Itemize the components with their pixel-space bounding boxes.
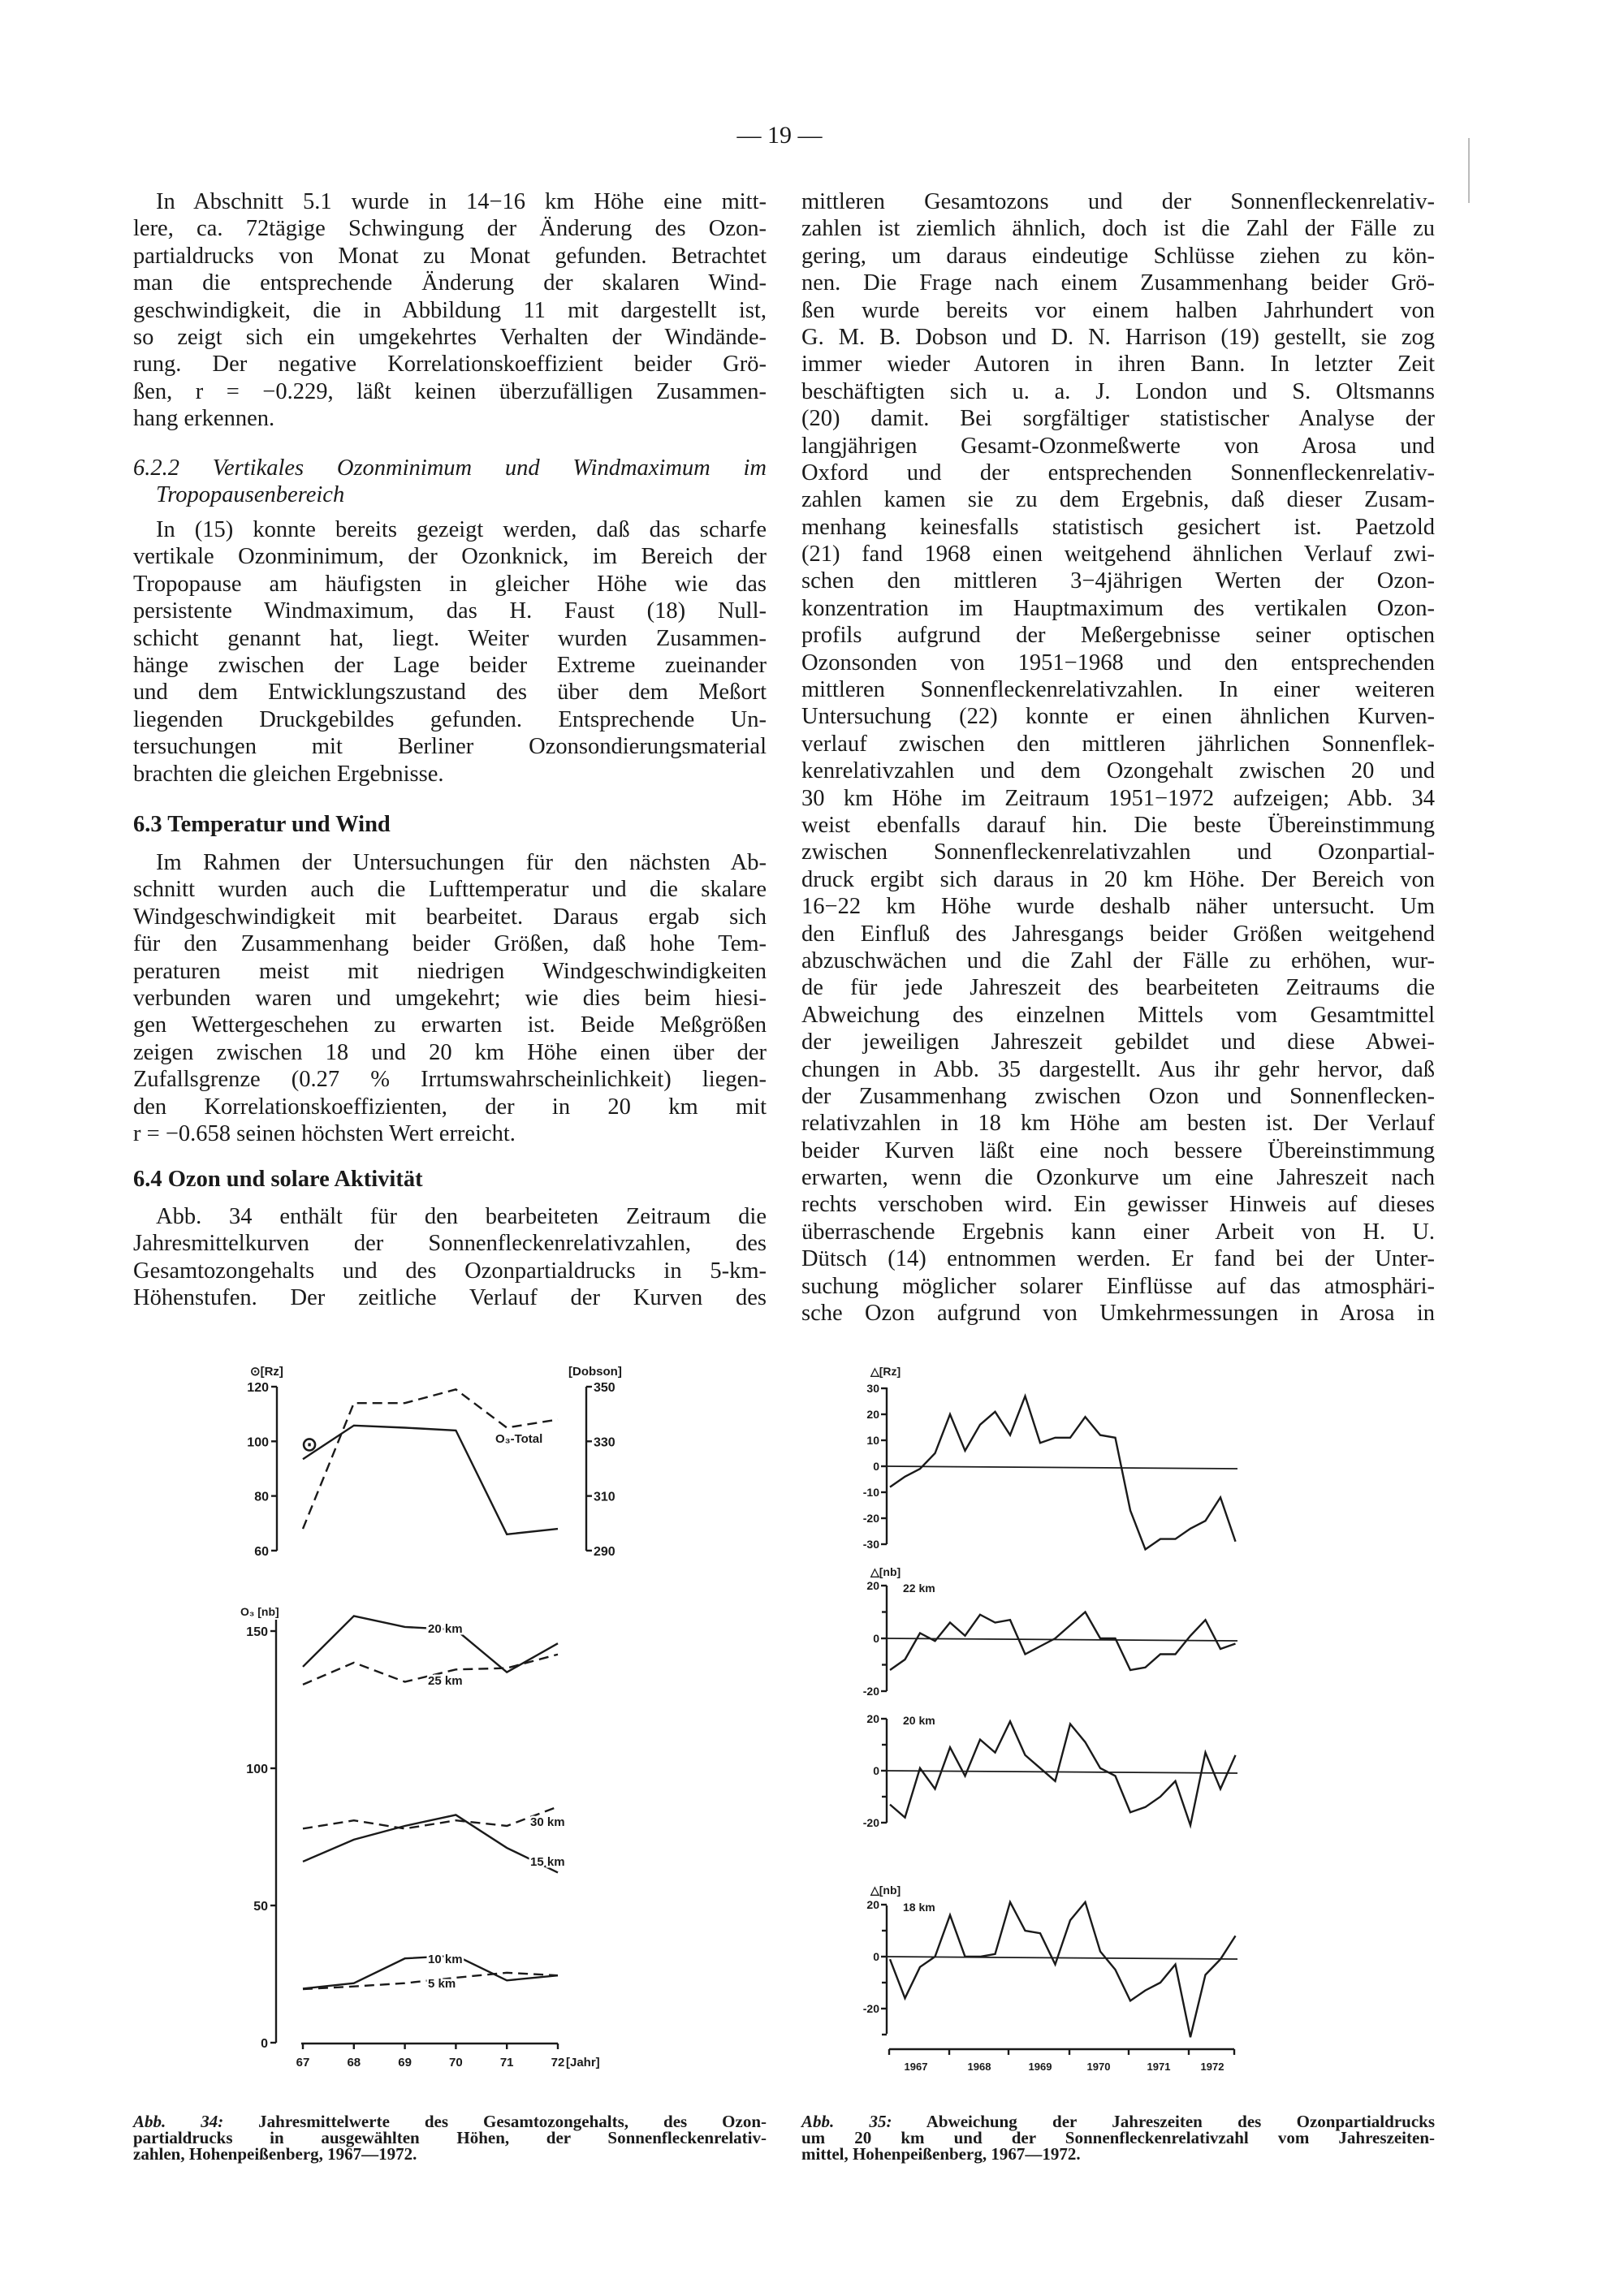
series-label: 15 km <box>530 1855 565 1869</box>
axis-label-dobson: [Dobson] <box>568 1365 622 1379</box>
text-line: weist ebenfalls darauf hin. Die beste Übereinstimmung <box>801 812 1435 838</box>
zero-line <box>887 1771 1237 1773</box>
text-line: (20) damit. Bei sorgfältiger statistischer Analyse der <box>801 406 1435 432</box>
caption-label: Abb. 35: <box>801 2112 892 2131</box>
text-line: schen den mittleren 3−4jährigen Werten der Ozon- <box>801 568 1435 594</box>
caption-line: Jahresmittelwerte des Gesamtozongehalts, des Ozon- <box>223 2112 767 2131</box>
caption-line: um 20 km und der Sonnenfleckenrelativzahl vom Jahreszeiten- <box>801 2128 1435 2147</box>
text-line: und dem Entwicklungszustand des über dem Meßort <box>133 680 767 706</box>
heading-line: Tropopausenbereich <box>156 482 345 508</box>
series-label: 30 km <box>530 1815 565 1829</box>
text-line: den Einfluß des Jahresgangs beider Größen weitgehend <box>801 921 1435 947</box>
text-line: der jeweiligen Jahreszeit gebildet und diese Abwei- <box>801 1029 1435 1055</box>
series-label: 5 km <box>428 1977 456 1991</box>
text-line: rechts verschoben wird. Ein gewisser Hinweis auf dieses <box>801 1192 1435 1218</box>
text-line: nen. Die Frage nach einem Zusammenhang beider Grö- <box>801 270 1435 296</box>
y-tick-label: 30 <box>866 1382 879 1395</box>
series-label: 20 km <box>428 1622 463 1636</box>
axis-label-rz: ⊙[Rz] <box>250 1365 283 1379</box>
text-line: gering, um daraus eindeutige Schlüsse ziehen zu kön- <box>801 243 1435 269</box>
text-line: brachten die gleichen Ergebnisse. <box>133 761 444 787</box>
text-line: r = −0.658 seinen höchsten Wert erreicht. <box>133 1120 516 1146</box>
x-tick-label: 72 <box>551 2056 565 2069</box>
y-tick-label: 150 <box>246 1625 268 1639</box>
y-tick-label: 10 <box>866 1434 879 1447</box>
text-line: partialdrucks von Monat zu Monat gefunden. Betrachtet <box>133 243 767 269</box>
text-line: druck ergibt sich daraus in 20 km Höhe. Der Bereich von <box>801 866 1435 892</box>
y-tick-label: 20 <box>866 1408 879 1421</box>
text-line: schicht genannt hat, liegt. Weiter wurden Zusammen- <box>133 625 767 651</box>
text-line: hänge zwischen der Lage beider Extreme zueinander <box>133 652 767 678</box>
text-line: den Korrelationskoeffizienten, der in 20 km mit <box>133 1094 767 1120</box>
y-tick-label: 100 <box>246 1763 268 1776</box>
caption-line: Abweichung der Jahreszeiten des Ozonpartialdrucks <box>892 2112 1435 2131</box>
text-line: Ozonsonden von 1951−1968 und den entsprechenden <box>801 650 1435 675</box>
text-line: Oxford und der entsprechenden Sonnenfleckenrelativ- <box>801 460 1435 486</box>
series-label: 10 km <box>428 1953 463 1966</box>
text-line: mittleren Sonnenfleckenrelativzahlen. In einer weiteren <box>801 677 1435 703</box>
caption-line: mittel, Hohenpeißenberg, 1967—1972. <box>801 2144 1081 2164</box>
text-line: 30 km Höhe im Zeitraum 1951−1972 aufzeigen; Abb. 34 <box>801 785 1435 811</box>
text-line: Zufallsgrenze (0.27 % Irrtumswahrscheinlichkeit) liegen- <box>133 1067 767 1093</box>
text-line: G. M. B. Dobson und D. N. Harrison (19) gestellt, sie zog <box>801 324 1435 350</box>
y-tick-label: 0 <box>873 1460 879 1473</box>
text-line: immer wieder Autoren in ihren Bann. In letzter Zeit <box>801 352 1435 378</box>
text-line: Jahresmittelkurven der Sonnenfleckenrelativzahlen, des <box>133 1231 767 1257</box>
text-line: de für jede Jahreszeit des bearbeiteten Zeitraums die <box>801 975 1435 1001</box>
y-tick-label: 20 <box>866 1579 879 1592</box>
page-number: — 19 — <box>736 122 823 149</box>
text-line: chungen in Abb. 35 dargestellt. Aus ihr gehr hervor, daß <box>801 1056 1435 1082</box>
heading-line: 6.4 Ozon und solare Aktivität <box>133 1167 423 1192</box>
text-line: liegenden Druckgebildes gefunden. Entsprechende Un- <box>133 706 767 732</box>
x-tick-label: 68 <box>347 2056 361 2069</box>
y-tick-label: -20 <box>862 1512 879 1525</box>
y-tick-label: 100 <box>247 1435 269 1450</box>
text-line: ßen, r = −0.229, läßt keinen überzufälligen Zusammen- <box>133 378 767 404</box>
text-line: schnitt wurden auch die Lufttemperatur und die skalare <box>133 877 767 903</box>
text-line: lere, ca. 72tägige Schwingung der Änderung des Ozon- <box>133 216 767 242</box>
text-line: man die entsprechende Änderung der skalaren Wind- <box>133 270 767 296</box>
y-tick-label: 50 <box>253 1900 268 1914</box>
text-line: vertikale Ozonminimum, der Ozonknick, im Bereich der <box>133 544 767 570</box>
caption-label: Abb. 34: <box>133 2112 224 2131</box>
y-tick-label: 60 <box>254 1544 269 1559</box>
axis-label: △[nb] <box>870 1565 901 1578</box>
text-line: ßen wurde bereits vor einem halben Jahrhundert von <box>801 297 1435 323</box>
y-tick-label: 120 <box>247 1381 269 1395</box>
text-line: zahlen kamen sie zu dem Ergebnis, daß dieser Zusam- <box>801 487 1435 513</box>
axis-label: △[Rz] <box>870 1365 901 1378</box>
text-line: In (15) konnte bereits gezeigt werden, daß das scharfe <box>156 517 767 542</box>
text-line: Tropopause am häufigsten in gleicher Höhe wie das <box>133 571 767 597</box>
y-tick-label: -20 <box>862 2002 879 2015</box>
zero-line <box>887 1466 1237 1469</box>
heading-line: 6.3 Temperatur und Wind <box>133 812 391 837</box>
x-axis-label: [Jahr] <box>566 2056 600 2069</box>
panel-label-altitude: 18 km <box>903 1901 935 1914</box>
y-tick-label: -30 <box>862 1538 879 1551</box>
series-label: 25 km <box>428 1674 463 1688</box>
text-line: zeigen zwischen 18 und 20 km Höhe einen über der <box>133 1039 767 1065</box>
x-tick-label: 67 <box>296 2056 310 2069</box>
axis-label: △[nb] <box>870 1884 901 1897</box>
text-line: Gesamtozongehalts und des Ozonpartialdrucks in 5-km- <box>133 1258 767 1284</box>
y-tick-label: -10 <box>862 1486 879 1499</box>
y-tick-label: 0 <box>261 2037 268 2051</box>
y-tick-label: -20 <box>862 1685 879 1698</box>
axis-label-o3-nb: O₃ [nb] <box>240 1605 279 1618</box>
text-line: 16−22 km Höhe wurde deshalb näher untersucht. Um <box>801 894 1435 920</box>
caption-line: zahlen, Hohenpeißenberg, 1967—1972. <box>133 2144 417 2164</box>
text-line: Abb. 34 enthält für den bearbeiteten Zeitraum die <box>156 1204 767 1229</box>
text-line: kenrelativzahlen und dem Ozongehalt zwischen 20 und <box>801 758 1435 784</box>
text-line: geschwindigkeit, die in Abbildung 11 mit dargestellt ist, <box>133 297 767 323</box>
x-tick-label: 1970 <box>1086 2061 1111 2073</box>
zero-line <box>887 1957 1237 1959</box>
y-tick-label: 310 <box>594 1490 615 1504</box>
y-tick-label: 330 <box>594 1435 615 1450</box>
text-line: erwarten, wenn die Ozonkurve um eine Jahreszeit nach <box>801 1165 1435 1191</box>
x-tick-label: 1971 <box>1147 2061 1171 2073</box>
text-line: rung. Der negative Korrelationskoeffizient beider Grö- <box>133 352 767 378</box>
caption-line: partialdrucks in ausgewählten Höhen, der Sonnenfleckenrelativ- <box>133 2128 767 2147</box>
y-tick-label: 20 <box>866 1898 879 1911</box>
text-line: der Zusammenhang zwischen Ozon und Sonnenflecken- <box>801 1083 1435 1109</box>
y-tick-label: 290 <box>594 1544 615 1559</box>
y-tick-label: 350 <box>594 1381 615 1395</box>
text-line: beschäftigten sich u. a. J. London und S. Oltsmanns <box>801 378 1435 404</box>
y-tick-label: 0 <box>873 1950 879 1963</box>
x-tick-label: 1968 <box>967 2061 991 2073</box>
text-line: peraturen meist mit niedrigen Windgeschwindigkeiten <box>133 958 767 984</box>
text-line: Untersuchung (22) konnte er einen ähnlichen Kurven- <box>801 704 1435 730</box>
text-line: so zeigt sich ein umgekehrtes Verhalten der Windände- <box>133 324 767 350</box>
text-line: konzentration im Hauptmaximum des vertikalen Ozon- <box>801 595 1435 621</box>
text-line: relativzahlen in 18 km Höhe am besten ist. Der Verlauf <box>801 1111 1435 1137</box>
text-line: zahlen ist ziemlich ähnlich, doch ist die Zahl der Fälle zu <box>801 216 1435 242</box>
zero-line <box>887 1638 1237 1641</box>
panel-label-altitude: 22 km <box>903 1582 935 1595</box>
y-tick-label: 0 <box>873 1632 879 1645</box>
x-tick-label: 1969 <box>1028 2061 1052 2073</box>
text-line: persistente Windmaximum, das H. Faust (18) Null- <box>133 598 767 624</box>
y-tick-label: 0 <box>873 1764 879 1777</box>
text-line: profils aufgrund der Meßergebnisse seiner optischen <box>801 623 1435 649</box>
x-tick-label: 1967 <box>904 2061 928 2073</box>
figure-35-caption <box>801 2113 1435 2162</box>
text-line: Dütsch (14) entnommen werden. Er fand bei der Unter- <box>801 1246 1435 1272</box>
text-line: In Abschnitt 5.1 wurde in 14−16 km Höhe eine mitt- <box>156 189 767 214</box>
text-line: suchung möglicher solarer Einflüsse auf das atmosphäri- <box>801 1273 1435 1299</box>
text-line: mittleren Gesamtozons und der Sonnenfleckenrelativ- <box>801 189 1435 214</box>
text-line: Windgeschwindigkeit mit bearbeitet. Daraus ergab sich <box>133 904 767 930</box>
text-line: Im Rahmen der Untersuchungen für den nächsten Ab- <box>156 850 767 875</box>
series-line-ozone-deviation <box>890 1902 1236 2037</box>
panel-label-altitude: 20 km <box>903 1714 935 1727</box>
text-line: überraschende Ergebnis kann einer Arbeit von H. U. <box>801 1219 1435 1245</box>
x-tick-label: 1972 <box>1200 2061 1224 2073</box>
text-line: abzuschwächen und die Zahl der Fälle zu erhöhen, wur- <box>801 947 1435 973</box>
text-line: hang erkennen. <box>133 406 275 432</box>
text-line: Höhenstufen. Der zeitliche Verlauf der Kurven des <box>133 1285 767 1311</box>
text-line: für den Zusammenhang beider Größen, daß hohe Tem- <box>133 931 767 957</box>
series-line-rz-deviation <box>890 1396 1236 1550</box>
text-line: zwischen Sonnenfleckenrelativzahlen und Ozonpartial- <box>801 839 1435 865</box>
text-line: menhang keinesfalls statistisch gesichert ist. Paetzold <box>801 514 1435 540</box>
text-line: tersuchungen mit Berliner Ozonsondierungsmaterial <box>133 734 767 760</box>
text-line: gen Wettergeschehen zu erwarten ist. Beide Meßgrößen <box>133 1012 767 1038</box>
text-line: langjährigen Gesamt-Ozonmeßwerte von Arosa und <box>801 433 1435 459</box>
text-line: (21) fand 1968 einen weitgehend ähnlichen Verlauf zwi- <box>801 542 1435 568</box>
y-tick-label: -20 <box>862 1816 879 1829</box>
series-label-sun-symbol: ⊙ <box>300 1434 318 1456</box>
text-line: Abweichung des einzelnen Mittels vom Gesamtmittel <box>801 1002 1435 1028</box>
series-label-o3-total: O₃-Total <box>495 1432 543 1446</box>
x-tick-label: 69 <box>398 2056 412 2069</box>
y-tick-label: 80 <box>254 1490 269 1504</box>
text-line: sche Ozon aufgrund von Umkehrmessungen in Arosa in <box>801 1301 1435 1327</box>
x-tick-label: 71 <box>499 2056 514 2069</box>
heading-line: 6.2.2 Vertikales Ozonminimum und Windmaximum im <box>133 455 767 481</box>
text-line: verlauf zwischen den mittleren jährlichen Sonnenflek- <box>801 731 1435 757</box>
x-tick-label: 70 <box>449 2056 463 2069</box>
figure-34-caption <box>133 2113 767 2162</box>
text-line: verbunden waren und umgekehrt; wie dies beim hiesi- <box>133 985 767 1011</box>
text-line: beider Kurven läßt eine noch bessere Übereinstimmung <box>801 1137 1435 1163</box>
y-tick-label: 20 <box>866 1712 879 1725</box>
